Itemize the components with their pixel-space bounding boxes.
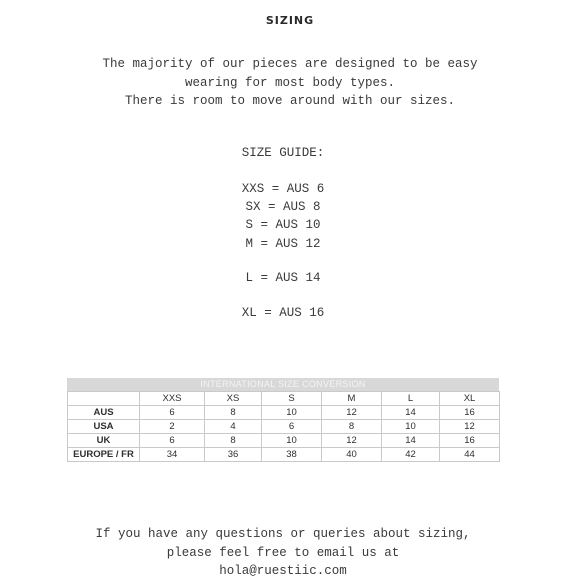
- intro-line-3: There is room to move around with our sizes.: [124, 94, 456, 108]
- contact-line-1: If you have any questions or queries about sizing,: [95, 527, 471, 541]
- column-header-xxs: XXS: [140, 392, 205, 406]
- column-header-l: L: [382, 392, 440, 406]
- table-header-row: [68, 392, 500, 406]
- table-cell: 10: [262, 406, 322, 420]
- table-cell: 16: [440, 434, 500, 448]
- size-guide-heading: SIZE GUIDE:: [241, 146, 325, 160]
- table-cell: 12: [322, 406, 382, 420]
- table-cell: 14: [382, 434, 440, 448]
- size-guide-line-xxs: XXS = AUS 6: [241, 182, 325, 196]
- table-cell: 12: [322, 434, 382, 448]
- intro-line-2: wearing for most body types.: [184, 75, 396, 90]
- table-cell: 6: [140, 434, 205, 448]
- table-cell: 14: [382, 406, 440, 420]
- table-cell: 34: [140, 448, 205, 462]
- column-header-xs: XS: [205, 392, 262, 406]
- table-cell: 44: [440, 448, 500, 462]
- table-cell: 38: [262, 448, 322, 462]
- size-guide-line-xl: XL = AUS 16: [241, 306, 325, 320]
- table-cell: 8: [205, 434, 262, 448]
- contact-email: hola@ruestiic.com: [219, 564, 347, 578]
- table-cell: 42: [382, 448, 440, 462]
- intro-text: [0, 55, 580, 111]
- column-header-xl: XL: [440, 392, 500, 406]
- row-label-uk: UK: [68, 434, 140, 448]
- table-cell: 4: [205, 420, 262, 434]
- table-cell: 6: [262, 420, 322, 434]
- table-row: [68, 448, 500, 462]
- column-header-blank: [68, 392, 140, 406]
- table-row: [68, 406, 500, 420]
- column-header-m: M: [322, 392, 382, 406]
- size-guide-line-l: L = AUS 14: [245, 271, 321, 285]
- table-row: [68, 434, 500, 448]
- row-label-europe-fr: EUROPE / FR: [68, 448, 140, 462]
- contact-line-2: please feel free to email us at: [166, 545, 400, 560]
- table-row: [68, 420, 500, 434]
- table-cell: 10: [262, 434, 322, 448]
- intro-line-1: The majority of our pieces are designed to be easy: [102, 57, 478, 71]
- page-title: SIZING: [265, 14, 315, 27]
- table-cell: 2: [140, 420, 205, 434]
- table-cell: 6: [140, 406, 205, 420]
- contact-text: [0, 525, 566, 581]
- size-guide-line-sx: SX = AUS 8: [245, 200, 321, 214]
- size-conversion-table: [67, 378, 499, 462]
- table-cell: 8: [322, 420, 382, 434]
- column-header-s: S: [262, 392, 322, 406]
- table-cell: 10: [382, 420, 440, 434]
- row-label-usa: USA: [68, 420, 140, 434]
- row-label-aus: AUS: [68, 406, 140, 420]
- table-cell: 12: [440, 420, 500, 434]
- table-cell: 36: [205, 448, 262, 462]
- size-guide-line-m: M = AUS 12: [245, 237, 321, 251]
- table-cell: 40: [322, 448, 382, 462]
- table-title: INTERNATIONAL SIZE CONVERSION: [67, 378, 499, 391]
- table-cell: 8: [205, 406, 262, 420]
- table-cell: 16: [440, 406, 500, 420]
- conversion-grid: [67, 391, 500, 462]
- size-guide-line-s: S = AUS 10: [245, 218, 321, 232]
